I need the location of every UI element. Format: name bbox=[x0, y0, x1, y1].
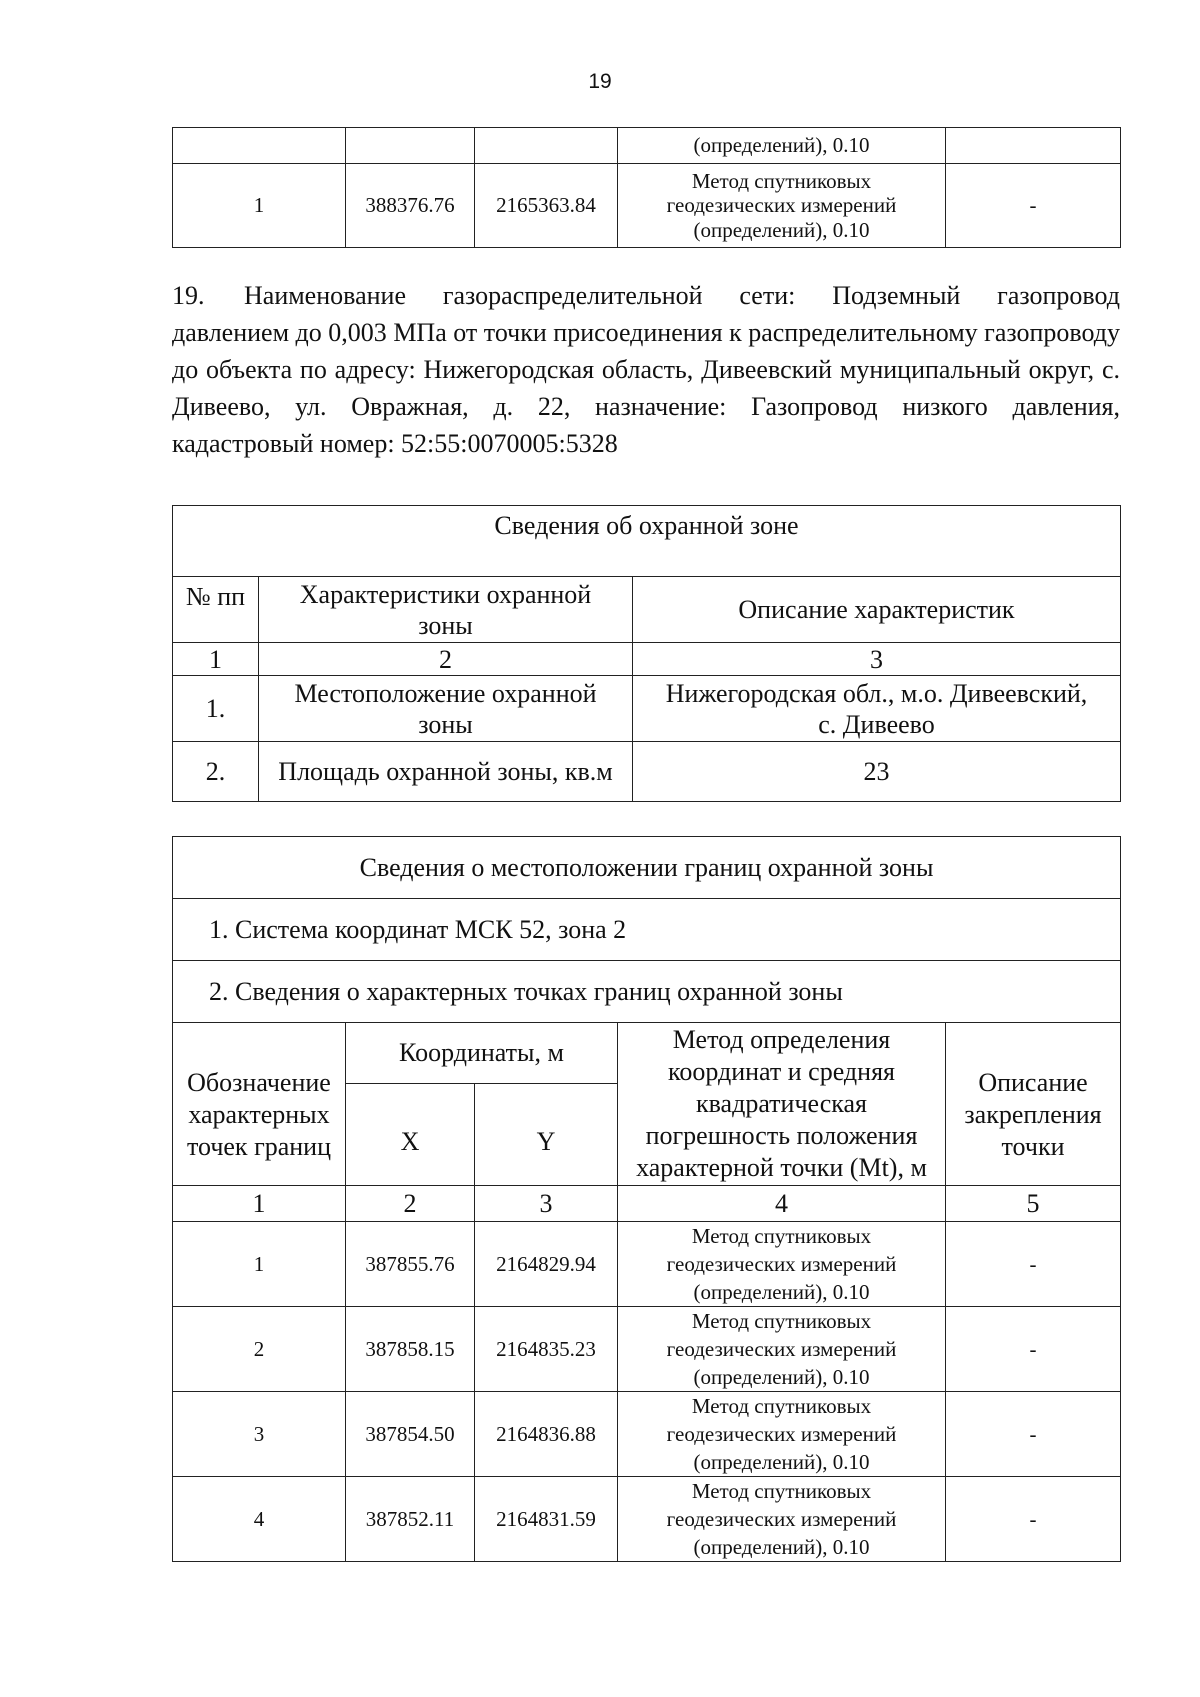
table-header-row bbox=[173, 1023, 1121, 1084]
fix-description: - bbox=[946, 1477, 1121, 1562]
fix-description: - bbox=[946, 1392, 1121, 1477]
method-line: Метод спутниковых bbox=[691, 1479, 872, 1503]
coord-y: 2164836.88 bbox=[475, 1392, 618, 1477]
index-cell: 5 bbox=[946, 1186, 1121, 1222]
header-num: № пп bbox=[173, 577, 259, 643]
table-index-row bbox=[173, 643, 1121, 676]
table-row bbox=[173, 506, 1121, 577]
index-cell: 4 bbox=[618, 1186, 946, 1222]
header-line: точек границ bbox=[186, 1132, 332, 1161]
coord-y: 2165363.84 bbox=[475, 164, 618, 248]
cell bbox=[173, 128, 346, 164]
header-line: Характеристики охранной bbox=[299, 579, 592, 609]
header-y: Y bbox=[475, 1084, 618, 1186]
header-line: Метод определения bbox=[672, 1025, 891, 1054]
method-line: геодезических измерений bbox=[666, 193, 897, 218]
method-line: геодезических измерений bbox=[666, 1507, 897, 1531]
coord-y: 2164835.23 bbox=[475, 1307, 618, 1392]
description-cell bbox=[633, 676, 1121, 742]
header-line: характерных bbox=[188, 1100, 330, 1129]
table-row bbox=[173, 1222, 1121, 1307]
method-line: (определений), 0.10 bbox=[693, 1280, 870, 1304]
characteristic-cell bbox=[259, 676, 633, 742]
cell: (определений), 0.10 bbox=[618, 128, 946, 164]
index-cell: 1 bbox=[173, 643, 259, 676]
boundary-coordinates-table bbox=[172, 836, 1121, 1562]
cell-line: Нижегородская обл., м.о. Дивеевский, bbox=[665, 678, 1088, 708]
method-cell bbox=[618, 1392, 946, 1477]
header-characteristic bbox=[259, 577, 633, 643]
zone-info-table bbox=[172, 505, 1121, 802]
points-title: 2. Сведения о характерных точках границ охранной зоны bbox=[173, 961, 1121, 1023]
header-line: погрешность положения bbox=[645, 1121, 918, 1150]
coord-x: 387858.15 bbox=[346, 1307, 475, 1392]
method-cell bbox=[618, 1222, 946, 1307]
point-id: 1 bbox=[173, 1222, 346, 1307]
method-line: (определений), 0.10 bbox=[693, 1365, 870, 1389]
point-id: 2 bbox=[173, 1307, 346, 1392]
table-row bbox=[173, 837, 1121, 899]
header-line: закрепления bbox=[964, 1100, 1102, 1129]
cell-line: Местоположение охранной bbox=[294, 678, 597, 708]
coordinate-system: 1. Система координат МСК 52, зона 2 bbox=[173, 899, 1121, 961]
fix-description: - bbox=[946, 164, 1121, 248]
coord-x: 387852.11 bbox=[346, 1477, 475, 1562]
row-num: 1. bbox=[173, 676, 259, 742]
header-line: Описание bbox=[978, 1068, 1088, 1097]
method-line: (определений), 0.10 bbox=[693, 217, 870, 242]
fix-description: - bbox=[946, 1307, 1121, 1392]
header-method bbox=[618, 1023, 946, 1186]
coord-y: 2164829.94 bbox=[475, 1222, 618, 1307]
method-cell bbox=[618, 1477, 946, 1562]
characteristic-cell: Площадь охранной зоны, кв.м bbox=[259, 742, 633, 802]
page-number: 19 bbox=[588, 70, 612, 93]
index-cell: 2 bbox=[346, 1186, 475, 1222]
table-row bbox=[173, 1392, 1121, 1477]
method-line: Метод спутниковых bbox=[691, 1309, 872, 1333]
point-id: 3 bbox=[173, 1392, 346, 1477]
header-line: точки bbox=[1001, 1132, 1065, 1161]
method-cell bbox=[618, 1307, 946, 1392]
table-index-row bbox=[173, 1186, 1121, 1222]
header-description: Описание характеристик bbox=[633, 577, 1121, 643]
header-line: квадратическая bbox=[695, 1089, 868, 1118]
index-cell: 1 bbox=[173, 1186, 346, 1222]
header-designation bbox=[173, 1023, 346, 1186]
method-line: геодезических измерений bbox=[666, 1337, 897, 1361]
header-x: X bbox=[346, 1084, 475, 1186]
coord-x: 388376.76 bbox=[346, 164, 475, 248]
header-line: характерной точки (Mt), м bbox=[636, 1153, 927, 1182]
coord-y: 2164831.59 bbox=[475, 1477, 618, 1562]
coord-x: 387855.76 bbox=[346, 1222, 475, 1307]
cell-line: зоны bbox=[418, 709, 473, 739]
table-row bbox=[173, 899, 1121, 961]
method-line: Метод спутниковых bbox=[691, 168, 872, 193]
header-line: Обозначение bbox=[187, 1068, 331, 1097]
method-line: (определений), 0.10 bbox=[693, 1450, 870, 1474]
index-cell: 2 bbox=[259, 643, 633, 676]
header-coordinates: Координаты, м bbox=[346, 1023, 618, 1084]
table-row bbox=[173, 1477, 1121, 1562]
method-line: Метод спутниковых bbox=[691, 1394, 872, 1418]
fix-description: - bbox=[946, 1222, 1121, 1307]
header-line: координат и средняя bbox=[668, 1057, 895, 1086]
cell bbox=[346, 128, 475, 164]
table-title: Сведения о местоположении границ охранной зоны bbox=[173, 837, 1121, 899]
table-row bbox=[173, 676, 1121, 742]
method-line: Метод спутниковых bbox=[691, 1224, 872, 1248]
point-id: 4 bbox=[173, 1477, 346, 1562]
table-row bbox=[173, 961, 1121, 1023]
table-row bbox=[173, 128, 1121, 164]
index-cell: 3 bbox=[633, 643, 1121, 676]
header-line: зоны bbox=[418, 610, 473, 640]
row-num: 2. bbox=[173, 742, 259, 802]
section-text: Наименование газораспределительной сети: Подземный газопровод давлением до 0,003 МПа от точки присоединения к распределительному газопроводу до объекта по адресу: Нижегородская область, Дивеевский муниципальный округ, с. Дивеево, ул. Овражная, д. 22, назначение: Газопровод низкого давления, кадастровый номер: 52:55:0070005:5328 bbox=[172, 281, 1120, 458]
header-fix-description bbox=[946, 1023, 1121, 1186]
section-paragraph bbox=[172, 277, 1120, 462]
index-cell: 3 bbox=[475, 1186, 618, 1222]
cell-line: с. Дивеево bbox=[818, 709, 935, 739]
table-row bbox=[173, 164, 1121, 248]
section-number: 19. bbox=[172, 281, 205, 310]
method-line: геодезических измерений bbox=[666, 1422, 897, 1446]
table-row bbox=[173, 742, 1121, 802]
table-row bbox=[173, 1307, 1121, 1392]
description-cell: 23 bbox=[633, 742, 1121, 802]
method-line: геодезических измерений bbox=[666, 1252, 897, 1276]
method-line: (определений), 0.10 bbox=[693, 1535, 870, 1559]
cell bbox=[946, 128, 1121, 164]
point-id: 1 bbox=[173, 164, 346, 248]
method-cell bbox=[618, 164, 946, 248]
coord-x: 387854.50 bbox=[346, 1392, 475, 1477]
table-header-row bbox=[173, 577, 1121, 643]
cell bbox=[475, 128, 618, 164]
table-title: Сведения об охранной зоне bbox=[173, 506, 1121, 577]
continuation-table bbox=[172, 127, 1121, 248]
